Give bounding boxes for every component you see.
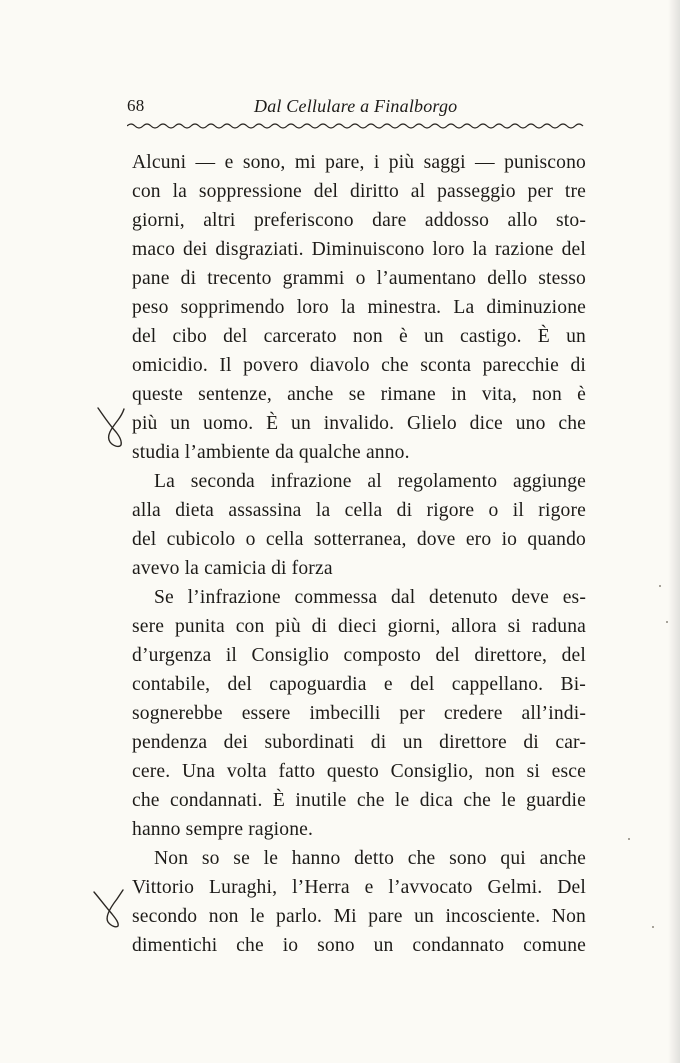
text-line: contabile, del capoguardia e del cappellano. Bi- xyxy=(132,674,586,695)
paper-speck xyxy=(659,585,661,587)
text-line: Non so se le hanno detto che sono qui anche xyxy=(154,848,586,869)
text-line: d’urgenza il Consiglio composto del direttore, del xyxy=(132,645,586,666)
handwritten-margin-mark xyxy=(91,886,125,930)
wavy-rule-ornament xyxy=(127,118,585,134)
text-line: maco dei disgraziati. Diminuiscono loro la razione del xyxy=(132,239,586,260)
text-line: più un uomo. È un invalido. Glielo dice uno che xyxy=(132,413,586,434)
text-line: giorni, altri preferiscono dare addosso allo sto- xyxy=(132,210,586,231)
text-line: pane di trecento grammi o l’aumentano dello stesso xyxy=(132,268,586,289)
paper-speck xyxy=(628,838,630,840)
text-line: studia l’ambiente da qualche anno. xyxy=(132,442,410,463)
text-line: Alcuni — e sono, mi pare, i più saggi — puniscono xyxy=(132,152,586,173)
text-line: sere punita con più di dieci giorni, allora si raduna xyxy=(132,616,586,637)
text-line: peso sopprimendo loro la minestra. La diminuzione xyxy=(132,297,586,318)
text-line: queste sentenze, anche se rimane in vita, non è xyxy=(132,384,586,405)
text-line: omicidio. Il povero diavolo che sconta parecchie di xyxy=(132,355,586,376)
text-line: avevo la camicia di forza xyxy=(132,558,333,579)
text-line: pendenza dei subordinati di un direttore di car- xyxy=(132,732,586,753)
text-line: del cibo del carcerato non è un castigo. È un xyxy=(132,326,586,347)
text-line: che condannati. È inutile che le dica che le guardie xyxy=(132,790,586,811)
text-line: dimentichi che io sono un condannato comune xyxy=(132,935,586,956)
text-line: alla dieta assassina la cella di rigore o il rigore xyxy=(132,500,586,521)
page-binding-shadow xyxy=(668,0,680,1063)
text-line: del cubicolo o cella sotterranea, dove ero io quando xyxy=(132,529,586,550)
text-line: secondo non le parlo. Mi pare un incosciente. Non xyxy=(132,906,586,927)
text-line: con la soppressione del diritto al passeggio per tre xyxy=(132,181,586,202)
text-line: Se l’infrazione commessa dal detenuto deve es- xyxy=(154,587,586,608)
text-line: sognerebbe essere imbecilli per credere all’indi- xyxy=(132,703,586,724)
running-title: Dal Cellulare a Finalborgo xyxy=(254,96,458,116)
page-number: 68 xyxy=(127,96,145,115)
text-line: cere. Una volta fatto questo Consiglio, non si esce xyxy=(132,761,586,782)
paper-speck xyxy=(652,926,654,928)
handwritten-margin-mark xyxy=(93,405,127,449)
paper-speck xyxy=(666,621,668,623)
text-line: Vittorio Luraghi, l’Herra e l’avvocato Gelmi. Del xyxy=(132,877,586,898)
text-line: La seconda infrazione al regolamento aggiunge xyxy=(154,471,586,492)
text-line: hanno sempre ragione. xyxy=(132,819,314,840)
body-text xyxy=(132,148,586,968)
